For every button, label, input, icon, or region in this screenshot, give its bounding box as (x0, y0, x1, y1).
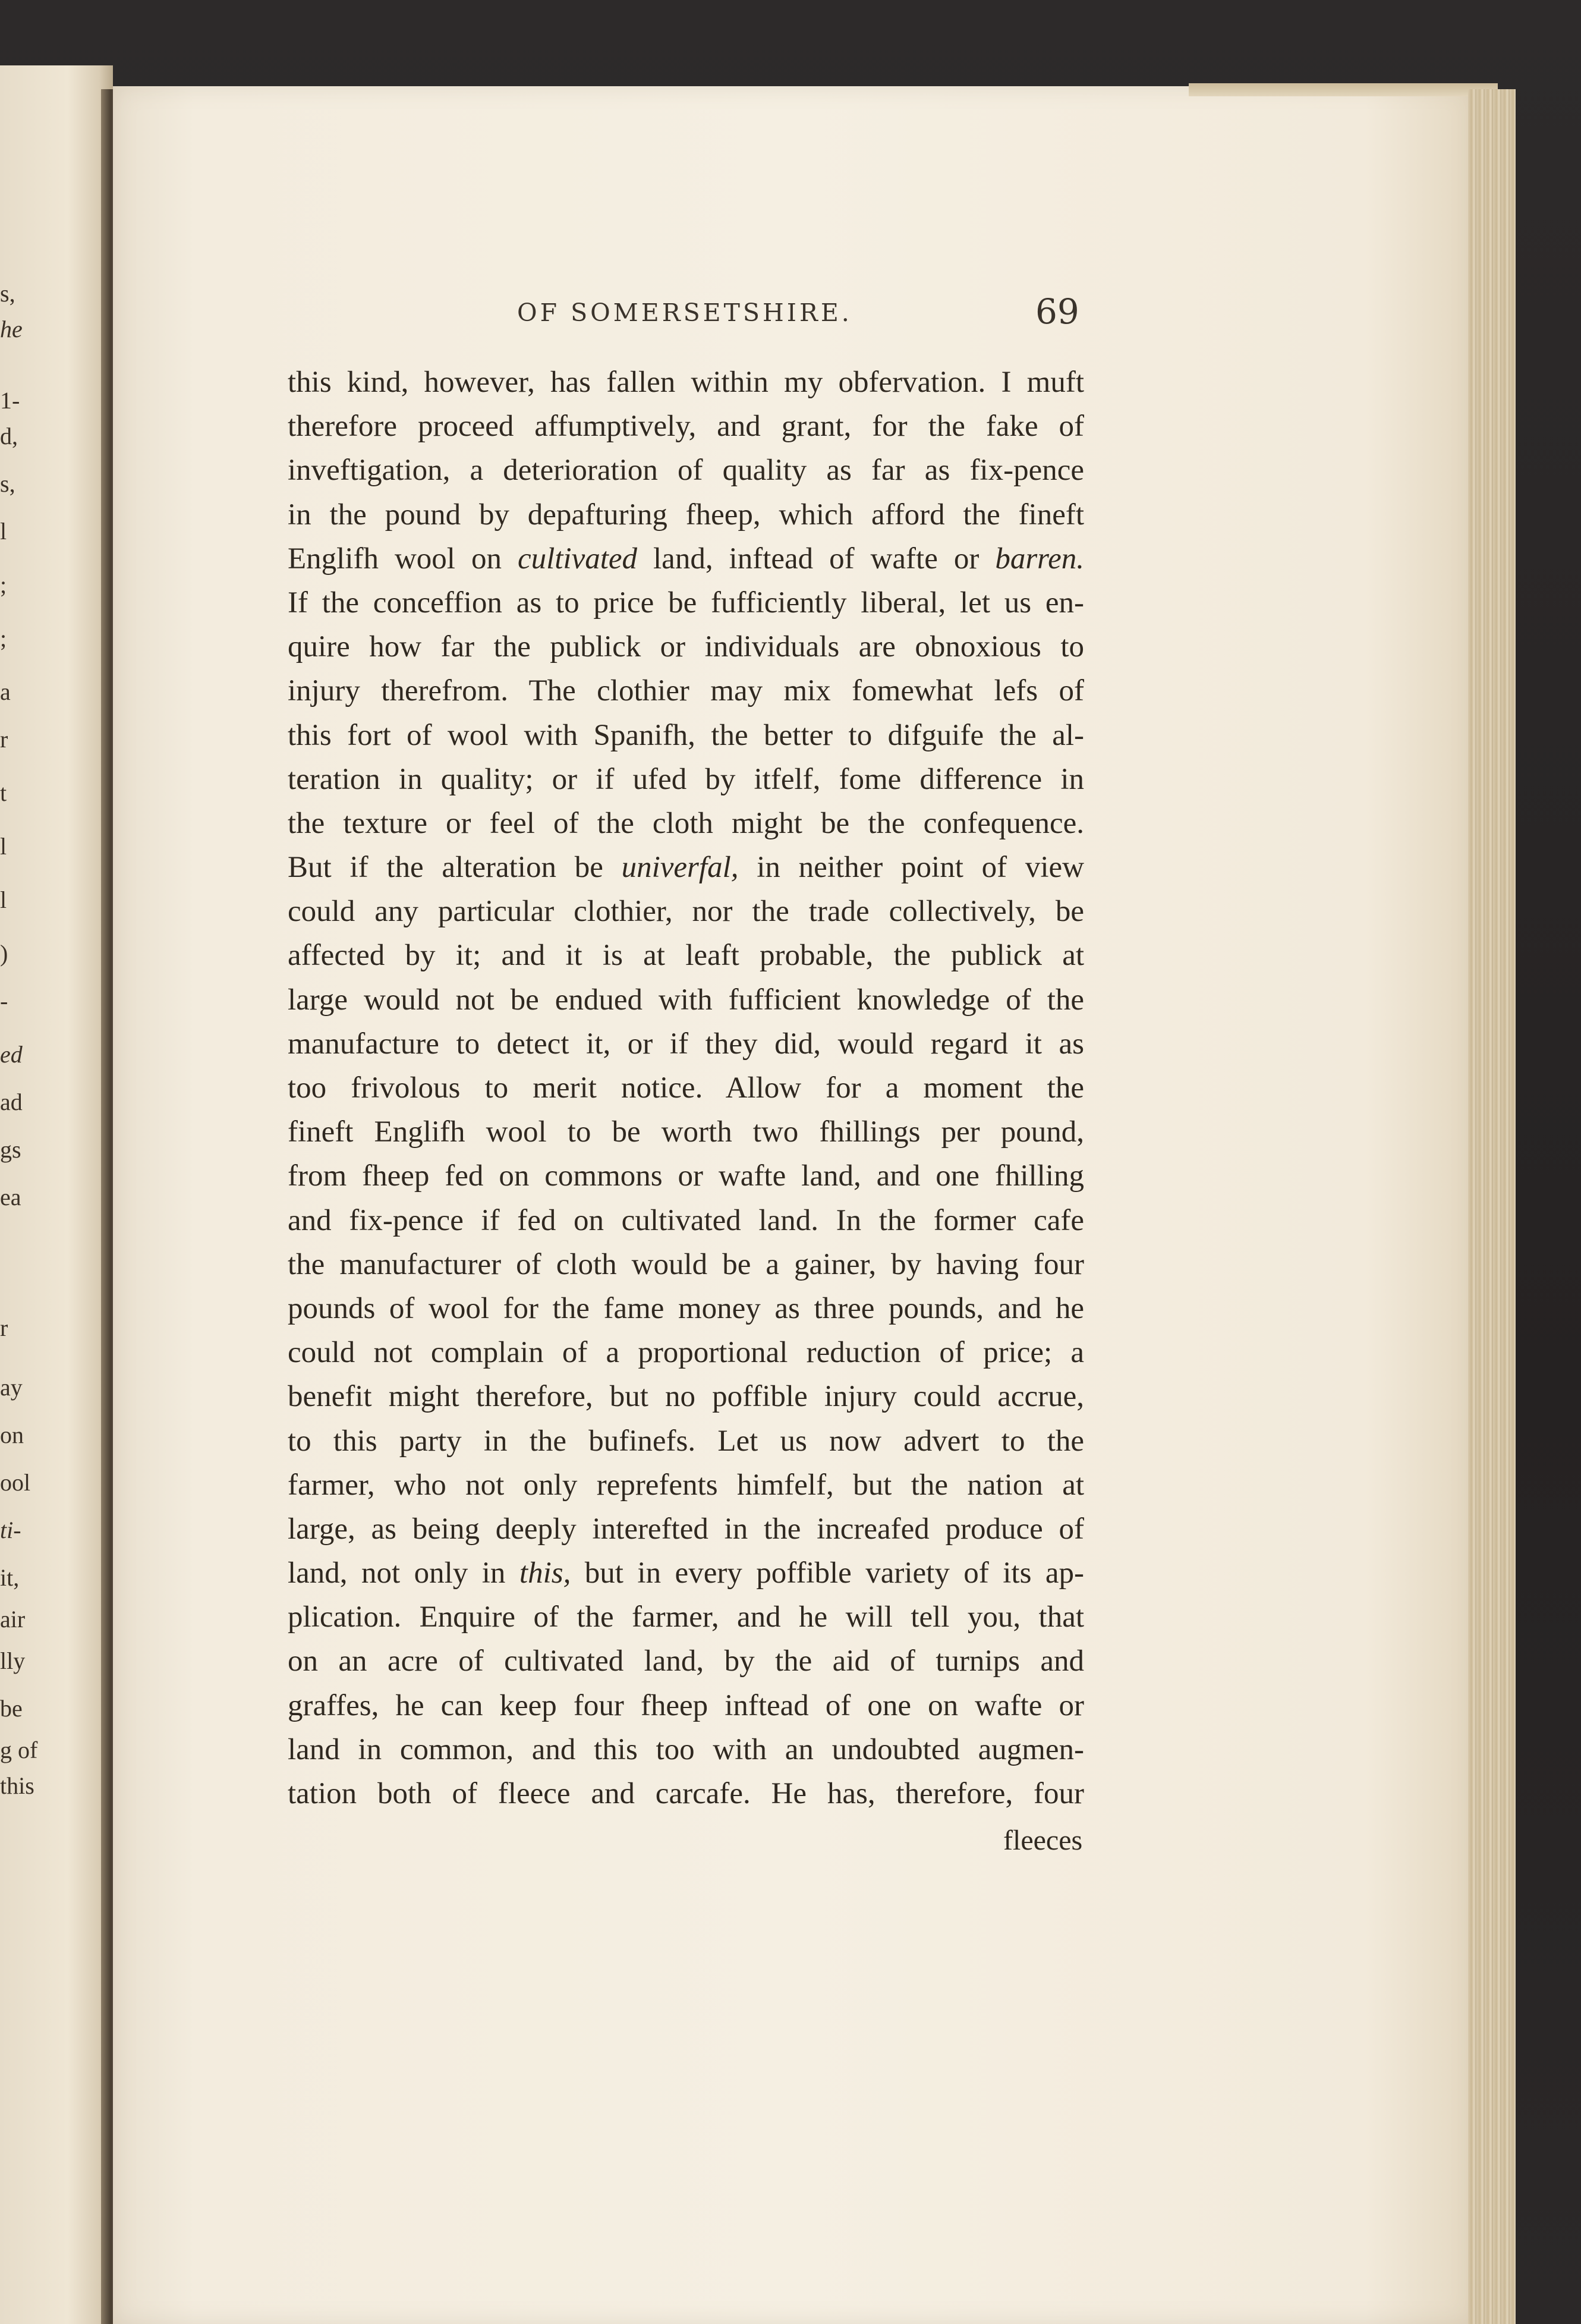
text-segment: too frivolous to merit notice. Allow for a moment the (288, 1071, 1084, 1105)
text-segment: fineft Englifh wool to be worth two fhillings per pound, (288, 1115, 1084, 1149)
facing-page-fragment: g of (0, 1737, 38, 1763)
body-text (288, 360, 1084, 1816)
text-segment: manufacture to detect it, or if they did, would regard it as (288, 1027, 1084, 1061)
text-segment: the texture or feel of the cloth might be the confequence. (288, 806, 1084, 840)
text-segment: but in every poffible variety of its ap- (571, 1556, 1084, 1590)
page-top-edge (1189, 83, 1498, 96)
facing-page-fragment: ti- (0, 1517, 21, 1543)
facing-page-fragment: 1- (0, 387, 20, 414)
italic-text: univerfal, (621, 851, 739, 885)
facing-page-left (0, 65, 113, 2324)
text-segment: this kind, however, has fallen within my obfervation. I muft (288, 366, 1084, 399)
text-line (288, 537, 1084, 581)
text-segment: could any particular clothier, nor the trade collectively, be (288, 895, 1084, 929)
text-line (288, 1639, 1084, 1683)
text-segment: If the conceffion as to price be fufficiently liberal, let us en- (288, 586, 1084, 619)
text-line (288, 448, 1084, 492)
facing-page-fragment: s, (0, 280, 15, 307)
facing-page-fragment: ea (0, 1184, 21, 1210)
text-segment: teration in quality; or if ufed by itfelf, fome difference in (288, 762, 1084, 796)
italic-text: this, (519, 1556, 571, 1590)
facing-page-fragment: be (0, 1695, 23, 1722)
text-segment: graffes, he can keep four fheep inftead of one on wafte or (288, 1688, 1084, 1722)
text-line (288, 493, 1084, 537)
facing-page-fragment: ) (0, 940, 8, 967)
text-segment: farmer, who not only reprefents himfelf, but the nation at (288, 1468, 1084, 1502)
text-segment: But if the alteration be (288, 851, 622, 885)
facing-page-fragment: r (0, 1314, 8, 1341)
text-segment: affected by it; and it is at leaft probable, the publick at (288, 939, 1084, 973)
text-segment: from fheep fed on commons or wafte land, and one fhilling (288, 1159, 1084, 1193)
text-line (288, 360, 1084, 404)
text-line (288, 1507, 1084, 1551)
text-segment: to this party in the bufinefs. Let us now advert to the (288, 1424, 1084, 1458)
text-line (288, 1684, 1084, 1728)
facing-page-fragment: t (0, 779, 7, 806)
page-number: 69 (1035, 291, 1079, 332)
facing-page-fragment: on (0, 1422, 24, 1448)
text-segment: large, as being deeply interefted in the increafed produce of (288, 1512, 1084, 1546)
text-line (288, 757, 1084, 801)
text-segment: plication. Enquire of the farmer, and he will tell you, that (288, 1600, 1084, 1634)
facing-page-fragment: ; (0, 571, 7, 598)
text-segment: could not complain of a proportional reduction of price; a (288, 1336, 1084, 1370)
text-line (288, 713, 1084, 757)
text-segment: Englifh wool on (288, 542, 518, 576)
text-segment: quire how far the publick or individuals are obnoxious to (288, 630, 1084, 664)
text-segment: therefore proceed affumptively, and grant, for the fake of (288, 410, 1084, 444)
text-line (288, 1728, 1084, 1772)
text-segment: tation both of fleece and carcafe. He has, therefore, four (288, 1777, 1084, 1810)
facing-page-fragment: he (0, 316, 23, 342)
text-line (288, 889, 1084, 933)
text-segment: in the pound by depafturing fheep, which afford the fineft (288, 498, 1084, 532)
text-segment: land, not only in (288, 1556, 519, 1590)
text-line (288, 1287, 1084, 1331)
text-line (288, 1331, 1084, 1375)
facing-page-fragment: this (0, 1772, 34, 1799)
page-fore-edge (1468, 89, 1516, 2324)
facing-page-fragment: it, (0, 1564, 20, 1591)
text-line (288, 1066, 1084, 1110)
facing-page-fragment: ay (0, 1374, 23, 1401)
facing-page-fragment: d, (0, 423, 18, 449)
text-line (288, 1772, 1084, 1816)
facing-page-fragment: ool (0, 1469, 31, 1496)
facing-page-fragment: s, (0, 470, 15, 497)
text-segment: on an acre of cultivated land, by the aid of turnips and (288, 1644, 1084, 1678)
facing-page-fragment: ; (0, 625, 7, 652)
text-line (288, 625, 1084, 669)
facing-page-fragment: - (0, 988, 8, 1014)
text-line (288, 581, 1084, 625)
facing-page-fragment: ad (0, 1089, 23, 1115)
text-line (288, 1243, 1084, 1287)
text-line (288, 845, 1084, 889)
text-segment: this fort of wool with Spanifh, the better to difguife the al- (288, 718, 1084, 752)
text-line (288, 801, 1084, 845)
facing-page-fragment: lly (0, 1647, 26, 1674)
facing-page-fragment: l (0, 518, 7, 545)
text-segment: in neither point of view (738, 851, 1084, 885)
text-segment: land in common, and this too with an undoubted augmen- (288, 1732, 1084, 1766)
running-head: OF SOMERSETSHIRE. (517, 298, 852, 327)
text-line (288, 1199, 1084, 1243)
text-segment: and fix-pence if fed on cultivated land. In the former cafe (288, 1203, 1084, 1237)
facing-page-fragment: l (0, 833, 7, 860)
text-line (288, 404, 1084, 448)
text-line (288, 1110, 1084, 1154)
text-segment: injury therefrom. The clothier may mix fomewhat lefs of (288, 674, 1084, 708)
text-segment: pounds of wool for the fame money as three pounds, and he (288, 1291, 1084, 1325)
text-line (288, 1595, 1084, 1639)
facing-page-fragment: gs (0, 1136, 21, 1163)
text-line (288, 978, 1084, 1022)
text-line (288, 933, 1084, 977)
facing-page-fragment: a (0, 678, 11, 705)
text-line (288, 1463, 1084, 1507)
text-line (288, 1551, 1084, 1595)
text-segment: land, inftead of wafte or (637, 542, 996, 576)
text-segment: inveftigation, a deterioration of quality as far as fix-pence (288, 454, 1084, 488)
catchword: fleeces (1003, 1825, 1083, 1856)
italic-text: cultivated (517, 542, 638, 576)
facing-page-fragment: ed (0, 1041, 23, 1068)
facing-page-fragment: air (0, 1606, 26, 1633)
facing-page-fragment: l (0, 886, 7, 913)
text-segment: the manufacturer of cloth would be a gainer, by having four (288, 1247, 1084, 1281)
text-line (288, 669, 1084, 713)
facing-page-fragment: r (0, 726, 8, 753)
italic-text: barren. (995, 542, 1084, 576)
text-line (288, 1022, 1084, 1066)
text-line (288, 1375, 1084, 1419)
text-line (288, 1419, 1084, 1463)
text-segment: large would not be endued with fufficient knowledge of the (288, 983, 1084, 1017)
text-segment: benefit might therefore, but no poffible injury could accrue, (288, 1380, 1084, 1414)
text-line (288, 1154, 1084, 1198)
